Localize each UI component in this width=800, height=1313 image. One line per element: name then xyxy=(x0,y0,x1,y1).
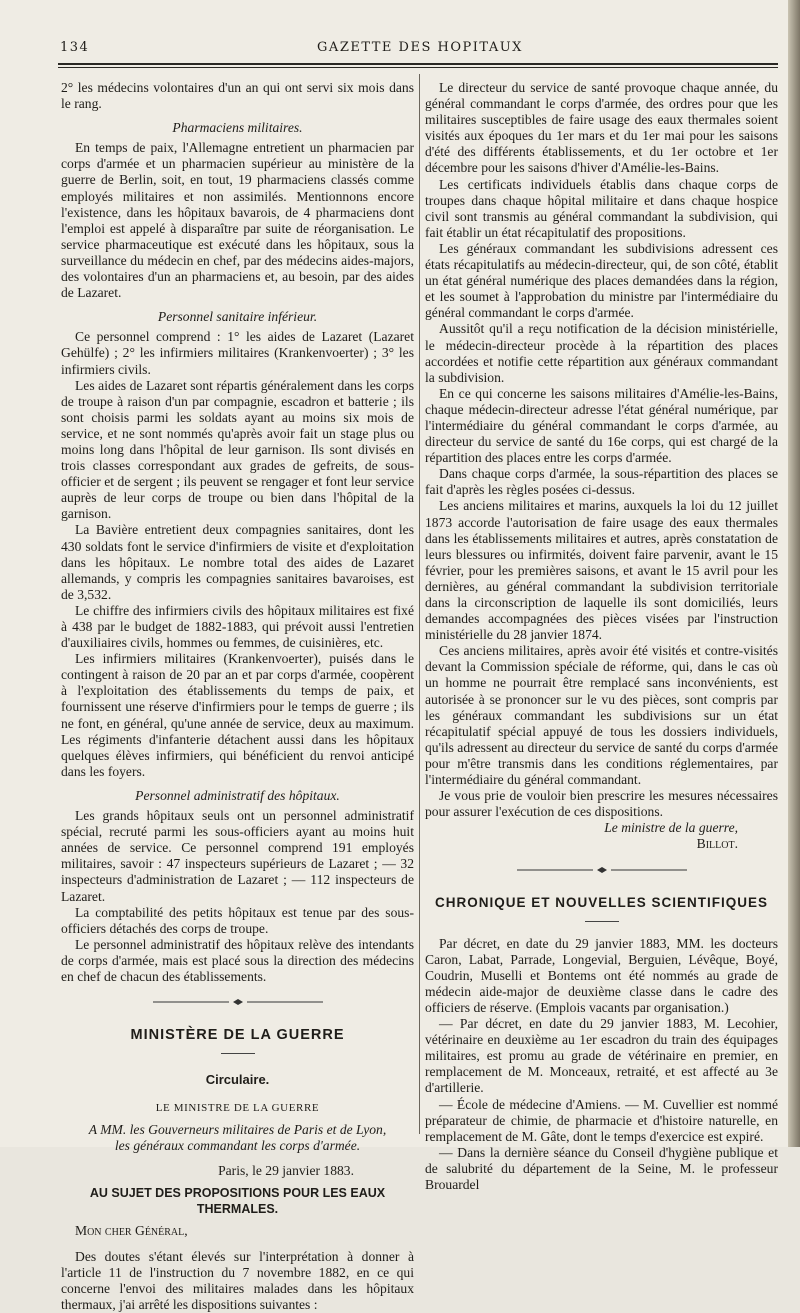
left-column xyxy=(61,80,414,1313)
paragraph: Les certificats individuels établis dans chaque corps de troupes dans chaque hôpital militaire et dans chaque hospice civil sont transmis au général commandant la subdivision, qui fait établir un état récapitulatif des propositions. xyxy=(425,176,778,240)
subject-heading: AU SUJET DES PROPOSITIONS POUR LES EAUX THERMALES. xyxy=(89,1185,386,1216)
date-line: Paris, le 29 janvier 1883. xyxy=(218,1162,354,1178)
paragraph: En temps de paix, l'Allemagne entretient un pharmacien par corps d'armée et un pharmacien supérieur au ministère de la guerre de Berlin, soit, en tout, 19 pharmaciens classés comme employés militaires et non assimilés. Mentionnons encore l'existence, dans les hôpitaux bavarois, de 4 pharmaciens dont l'emploi est appelé à disparaître par suite de réorganisation. Le service pharmaceutique est exécuté dans les hôpitaux, sous la surveillance du médecin en chef, par des médecins aides-majors, des volontaires d'un an pharmaciens et, au besoin, par des aides de Lazaret. xyxy=(61,140,414,301)
right-column xyxy=(425,80,778,1193)
page-header xyxy=(60,36,780,60)
header-rule-thin xyxy=(58,67,778,68)
paragraph: Les aides de Lazaret sont répartis généralement dans les corps de troupe à raison d'un par compagnie, escadron et batterie ; ils sont choisis parmi les soldats ayant au moins six mois de service, et ne sont nommés qu'après avoir fait un stage plus ou moins long dans l'hôpital de leur garnison. Ils sont divisés en trois classes correspondant aux grades de gefreits, de sous-officier et de sergent ; ils peuvent se rengager et font leur service auprès de leur corps de troupe ou bien dans l'hôpital de la garnison. xyxy=(61,377,414,522)
short-rule xyxy=(585,921,619,922)
minister-line: LE MINISTRE DE LA GUERRE xyxy=(155,1102,320,1115)
column-divider xyxy=(419,74,420,1134)
signature-name: Billot. xyxy=(696,836,738,852)
section-heading: MINISTÈRE DE LA GUERRE xyxy=(130,1027,345,1044)
salutation: Mon cher Général, xyxy=(75,1222,188,1238)
subheading-personnel: Personnel sanitaire inférieur. xyxy=(157,309,318,325)
journal-title: GAZETTE DES HOPITAUX xyxy=(317,40,523,55)
paragraph: Des doutes s'étant élevés sur l'interprétation à donner à l'article 11 de l'instruction du 7 novembre 1882, en ce qui concerne l'envoi des militaires malades dans les hôpitaux thermaux, j'ai arrêté les dispositions suivantes : xyxy=(61,1248,414,1313)
paragraph: Les anciens militaires et marins, auxquels la loi du 12 juillet 1873 accorde l'autorisation de faire usage des eaux thermales dans les établissements militaires et autres, après constatation de leurs blessures ou infirmités, doivent faire parvenir, avant le 15 février, pour les premières saisons, et avant le 15 avril pour les dernières, au général commandant la subdivision territoriale dans la circonscription de laquelle ils sont domiciliés, leurs demandes accompagnées des pièces visées par l'instruction ministérielle du 28 janvier 1874. xyxy=(425,498,778,643)
paragraph: Ces anciens militaires, après avoir été visités et contre-visités devant la Commission spéciale de réforme, qui, dans le cas où un homme ne pourrait être remplacé sans inconvénients, est autorisée à se prononcer sur le vu des pièces, sont compris par les généraux commandant les subdivisions sur un état récapitulatif spécial appuyé de tous les dossiers individuels, qu'ils adressent au directeur du service de santé du corps d'armée pour m'être transmis dans les conditions réglementaires, par l'intermédiaire du général commandant. xyxy=(425,643,778,788)
header-rule-thick xyxy=(58,63,778,65)
address-line: A MM. les Gouverneurs militaires de Paris et de Lyon, xyxy=(88,1122,387,1138)
paragraph: Les grands hôpitaux seuls ont un personnel administratif spécial, recruté parmi les sous-officiers ayant au moins huit années de service. Ce personnel comprend 191 employés militaires, savoir : 47 inspecteurs supérieurs de Lazaret ; — 32 inspecteurs d'administration de Lazaret ; — 112 inspecteurs de Lazaret. xyxy=(61,808,414,904)
ornament-divider xyxy=(517,865,687,875)
short-rule xyxy=(221,1053,255,1054)
page-number: 134 xyxy=(60,40,90,55)
paragraph: 2° les médecins volontaires d'un an qui ont servi six mois dans le rang. xyxy=(61,80,414,112)
paragraph: — Par décret, en date du 29 janvier 1883, M. Lecohier, vétérinaire en deuxième au 1er escadron du train des équipages militaires, est promu au grade de vétérinaire en premier, en remplacement de M. Monceaux, retraité, et est affecté au 3e d'artillerie. xyxy=(425,1016,778,1096)
subheading-administratif: Personnel administratif des hôpitaux. xyxy=(135,787,340,803)
paragraph: Le chiffre des infirmiers civils des hôpitaux militaires est fixé à 438 par le budget de 1882-1883, qui prévoit aussi l'entretien d'auxiliaires civils, hommes ou femmes, de cuisinières, etc. xyxy=(61,602,414,651)
paragraph: Aussitôt qu'il a reçu notification de la décision ministérielle, le médecin-directeur procède à la répartition des places accordées et notifie cette répartition aux généraux commandant la subdivision. xyxy=(425,321,778,385)
paragraph: Par décret, en date du 29 janvier 1883, MM. les docteurs Caron, Labat, Parrade, Longevial, Berguien, Lévêque, Boyé, Coudrin, Muselli et Bontems ont été nommés au grade de médecin aide-major de deuxième classe dans le cadre des officiers de réserve. (Emplois vacants par organisation.) xyxy=(425,935,778,1015)
paragraph: La Bavière entretient deux compagnies sanitaires, dont les 430 soldats font le service d'infirmiers de visite et d'exploitation dans les hôpitaux. Le nombre total des aides de Lazaret allemands, y compris les compagnies sanitaires bavaroises, est de 3,532. xyxy=(61,522,414,602)
book-spine-edge xyxy=(788,0,800,1147)
paragraph: Le directeur du service de santé provoque chaque année, du général commandant le corps d'armée, des ordres pour que les militaires susceptibles de faire usage des eaux thermales soient visités aux époques du 1er mars et du 1er mai pour les saisons d'été des différents établissements, et du 1er octobre et 1er décembre pour les saisons d'hiver d'Amélie-les-Bains. xyxy=(425,80,778,176)
paragraph: Les généraux commandant les subdivisions adressent ces états récapitulatifs au médecin-directeur, qui, de son côté, établit un état général numérique des places demandées dans la région, et les soumet à l'approbation du ministre par l'intermédiaire du général commandant le corps d'armée. xyxy=(425,240,778,321)
signature-title: Le ministre de la guerre, xyxy=(604,820,738,836)
paragraph: — École de médecine d'Amiens. — M. Cuvellier est nommé préparateur de chimie, de pharmacie et d'histoire naturelle, en remplacement de M. Gâte, dont le temps d'exercice est expiré. xyxy=(425,1096,778,1144)
paragraph: La comptabilité des petits hôpitaux est tenue par des sous-officiers détachés des corps de troupe. xyxy=(61,904,414,936)
ornament-divider xyxy=(153,997,323,1007)
paragraph: Le personnel administratif des hôpitaux relève des intendants de corps d'armée, mais est placé sous la direction des médecins en chef de chacun des établissements. xyxy=(61,936,414,984)
paragraph: — Dans la dernière séance du Conseil d'hygiène publique et de salubrité du département de la Seine, M. le professeur Brouardel xyxy=(425,1144,778,1192)
paragraph: En ce qui concerne les saisons militaires d'Amélie-les-Bains, chaque médecin-directeur adresse l'état général numérique, par l'intermédiaire du général commandant le corps d'armée, au directeur du service de santé du 16e corps, qui est chargé de la répartition des places entre les corps d'armée. xyxy=(425,385,778,466)
paragraph: Les infirmiers militaires (Krankenvoerter), puisés dans le contingent à raison de 20 par an et par corps d'armée, coopèrent à l'exploitation des établissements du temps de paix, et fournissent une réserve d'infirmiers pour le temps de guerre ; ils ne font, en général, qu'une année de service, deux au maximum. Les régiments d'infanterie détachent aussi dans les hôpitaux quelques élèves infirmiers, qui bénéficient du renvoi anticipé dans les foyers. xyxy=(61,651,414,779)
subheading-pharmaciens: Pharmaciens militaires. xyxy=(172,120,303,136)
paragraph: Je vous prie de vouloir bien prescrire les mesures nécessaires pour assurer l'exécution de ces dispositions. xyxy=(425,788,778,820)
paragraph: Dans chaque corps d'armée, la sous-répartition des places se fait d'après les règles posées ci-dessus. xyxy=(425,466,778,498)
section-heading: CHRONIQUE ET NOUVELLES SCIENTIFIQUES xyxy=(434,894,769,910)
paragraph: Ce personnel comprend : 1° les aides de Lazaret (Lazaret Gehülfe) ; 2° les infirmiers militaires (Krankenvoerter) ; 3° les infirmiers civils. xyxy=(61,329,414,377)
address-line: les généraux commandant les corps d'armée. xyxy=(114,1138,361,1154)
circular-heading: Circulaire. xyxy=(205,1072,270,1088)
